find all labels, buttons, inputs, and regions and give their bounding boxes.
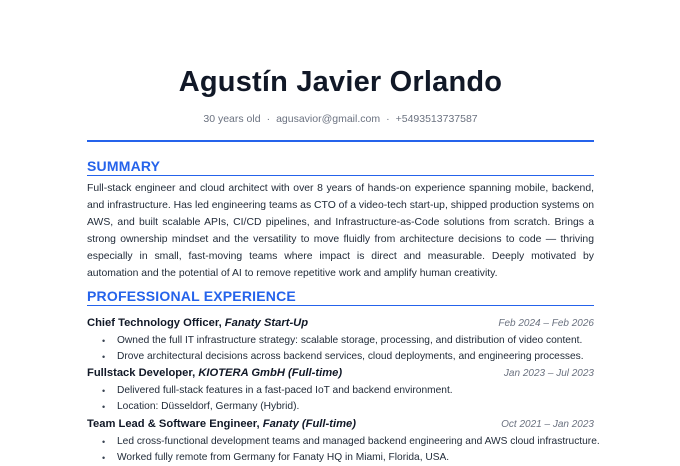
phone-text: +5493513737587: [395, 113, 478, 125]
company-name: Fanaty Start-Up: [224, 317, 309, 329]
list-item: • Worked fully remote from Germany for Fanaty HQ in Miami, Florida, USA.: [87, 450, 594, 466]
contact-line: [87, 113, 594, 125]
company-name: Fanaty (Full-time): [262, 418, 356, 430]
section-divider: [87, 175, 594, 176]
job-entry: [87, 367, 594, 415]
list-item: • Led cross-functional development teams and managed backend engineering and AWS cloud infrastructure.: [87, 434, 594, 450]
job-bullets: [87, 333, 594, 365]
separator: ·: [386, 113, 390, 125]
section-title-experience: PROFESSIONAL EXPERIENCE: [87, 288, 296, 304]
header-divider: [87, 140, 594, 142]
job-bullets: [87, 434, 600, 466]
section-divider: [87, 305, 594, 306]
job-dates: Jan 2023 – Jul 2023: [503, 368, 594, 379]
job-bullets: [87, 383, 594, 415]
list-item: • Delivered full-stack features in a fast-paced IoT and backend environment.: [87, 383, 594, 399]
age-text: 30 years old: [203, 113, 261, 125]
job-dates: Oct 2021 – Jan 2023: [501, 419, 594, 430]
list-item: • Owned the full IT infrastructure strategy: scalable storage, processing, and distribution of video content.: [87, 333, 594, 349]
job-title: Team Lead & Software Engineer, Fanaty (Full-time): [87, 418, 356, 430]
job-title: Chief Technology Officer, Fanaty Start-Up: [87, 317, 309, 329]
company-name: KIOTERA GmbH (Full-time): [198, 367, 343, 379]
list-item: • Location: Düsseldorf, Germany (Hybrid).: [87, 399, 594, 415]
summary-text: Full-stack engineer and cloud architect with over 8 years of hands-on experience spanning mobile, backend, and infrastructure. Has led engineering teams as CTO of a video-tech start-up, shipped production systems on AWS, and built scalable APIs, CI/CD pipelines, and Infrastructure-as-Code solutions from scratch. Brings a strong ownership mindset and the versatility to move fluidly from architecture decisions to code — thriving especially in small, fast-moving teams where impact is direct and measurable. Deeply motivated by automation and the potential of AI to remove repetitive work and amplify human creativity.: [87, 183, 594, 279]
email-link[interactable]: agusavior@gmail.com: [276, 113, 381, 125]
job-title: Fullstack Developer, KIOTERA GmbH (Full-time): [87, 367, 343, 379]
job-entry: [87, 317, 594, 365]
list-item: • Drove architectural decisions across backend services, cloud deployments, and engineering processes.: [87, 349, 594, 365]
section-title-summary: SUMMARY: [87, 158, 161, 174]
job-dates: Feb 2024 – Feb 2026: [498, 318, 594, 329]
separator: ·: [266, 113, 271, 125]
candidate-name: Agustín Javier Orlando: [178, 66, 503, 98]
